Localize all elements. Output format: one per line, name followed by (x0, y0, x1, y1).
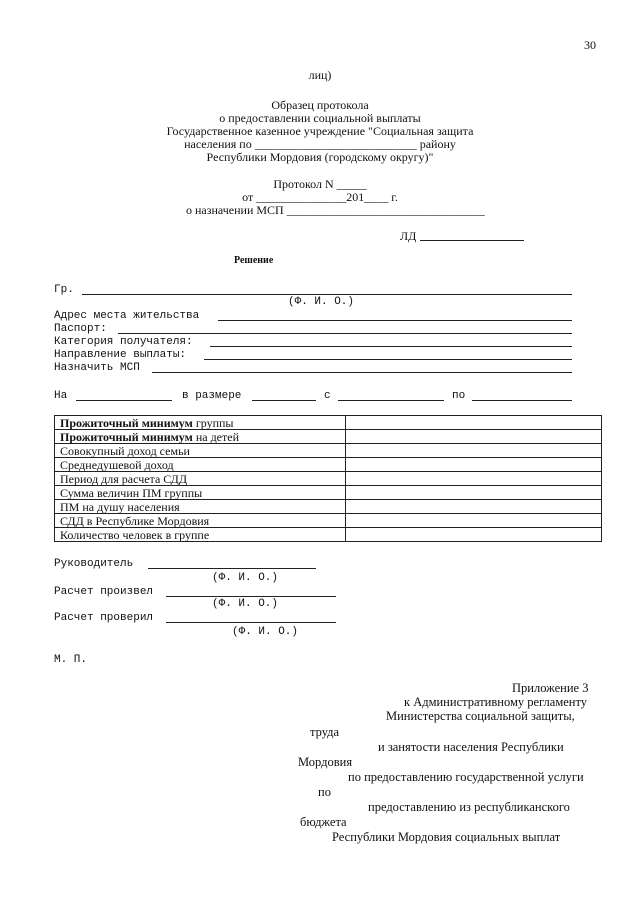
table-cell-value (346, 486, 602, 500)
address-line (218, 320, 572, 321)
gr-label: Гр. (54, 284, 74, 296)
na-line (76, 400, 172, 401)
table-cell-label: Прожиточный минимум на детей (55, 430, 346, 444)
head-line (148, 568, 316, 569)
amount-label: в размере (182, 390, 242, 402)
table-cell-value (346, 500, 602, 514)
calc-checked-label: Расчет проверил (54, 612, 154, 624)
category-line (210, 346, 572, 347)
table-row (55, 472, 602, 486)
from-label: с (324, 390, 331, 402)
appendix-line: по (318, 785, 331, 799)
direction-line (204, 359, 572, 360)
protocol-purpose: о назначении МСП _________________________________ (186, 203, 485, 217)
protocol-number: Протокол N _____ (273, 177, 367, 191)
republic-line: Республики Мордовия (городскому округу)" (206, 150, 434, 164)
appendix-line: по предоставлению государственной услуги (348, 770, 584, 784)
table-row (55, 444, 602, 458)
appendix-line: к Административному регламенту (404, 695, 588, 709)
appendix-line: и занятости населения Республики (378, 740, 564, 754)
table-cell-label: Количество человек в группе (55, 528, 346, 542)
table-cell-value (346, 472, 602, 486)
stamp-place: М. П. (54, 654, 88, 666)
institution-name: Государственное казенное учреждение "Социальная защита (166, 124, 474, 138)
appendix-line: предоставлению из республиканского (368, 800, 570, 814)
head-fio-hint: (Ф. И. О.) (212, 572, 279, 584)
appendix-line: труда (310, 725, 340, 739)
page-number: 30 (584, 38, 596, 52)
table-cell-value (346, 528, 602, 542)
table-row (55, 486, 602, 500)
table-row (55, 458, 602, 472)
heading-line: о предоставлении социальной выплаты (219, 111, 421, 125)
category-label: Категория получателя: (54, 336, 193, 348)
appendix-title: Приложение 3 (512, 681, 589, 695)
table-row (55, 430, 602, 444)
calc-made-label: Расчет произвел (54, 586, 154, 598)
ld-label: ЛД (400, 229, 417, 243)
to-line (472, 400, 572, 401)
head-label: Руководитель (54, 558, 134, 570)
gr-line (82, 294, 572, 295)
table-cell-value (346, 416, 602, 430)
table-cell-value (346, 458, 602, 472)
table-row (55, 514, 602, 528)
appendix-line: Мордовия (298, 755, 353, 769)
appendix-line: Министерства социальной защиты, (386, 709, 575, 723)
table-cell-label: ПМ на душу населения (55, 500, 346, 514)
sample-protocol-title: Образец протокола (271, 98, 369, 112)
amount-line (252, 400, 316, 401)
passport-label: Паспорт: (54, 323, 107, 335)
appendix-line: Республики Мордовия социальных выплат (332, 830, 561, 844)
protocol-date: от _______________201____ г. (242, 190, 398, 204)
table-row (55, 416, 602, 430)
table-cell-label: Прожиточный минимум группы (55, 416, 346, 430)
calculation-table (54, 415, 602, 542)
table-cell-value (346, 430, 602, 444)
assign-line (152, 372, 572, 373)
from-line (338, 400, 444, 401)
to-label: по (452, 390, 466, 402)
passport-line (118, 333, 572, 334)
calc-checked-line (166, 622, 336, 623)
fio-hint: (Ф. И. О.) (288, 296, 355, 308)
decision-title: Решение (234, 255, 274, 266)
table-cell-label: Среднедушевой доход (55, 458, 346, 472)
calc-checked-fio-hint: (Ф. И. О.) (232, 626, 299, 638)
appendix-line: бюджета (300, 815, 347, 829)
district-line: населения по ___________________________ району (184, 137, 456, 151)
table-row (55, 528, 602, 542)
table-cell-label: Сумма величин ПМ группы (55, 486, 346, 500)
ld-field-line (420, 240, 524, 241)
direction-label: Направление выплаты: (54, 349, 187, 361)
table-cell-label: СДД в Республике Мордовия (55, 514, 346, 528)
table-cell-value (346, 444, 602, 458)
calc-made-line (166, 596, 336, 597)
heading-fragment: лиц) (308, 68, 332, 82)
table-cell-label: Период для расчета СДД (55, 472, 346, 486)
assign-label: Назначить МСП (54, 362, 140, 374)
table-row (55, 500, 602, 514)
calc-made-fio-hint: (Ф. И. О.) (212, 598, 279, 610)
table-cell-value (346, 514, 602, 528)
table-cell-label: Совокупный доход семьи (55, 444, 346, 458)
address-label: Адрес места жительства (54, 310, 200, 322)
na-label: На (54, 390, 68, 402)
